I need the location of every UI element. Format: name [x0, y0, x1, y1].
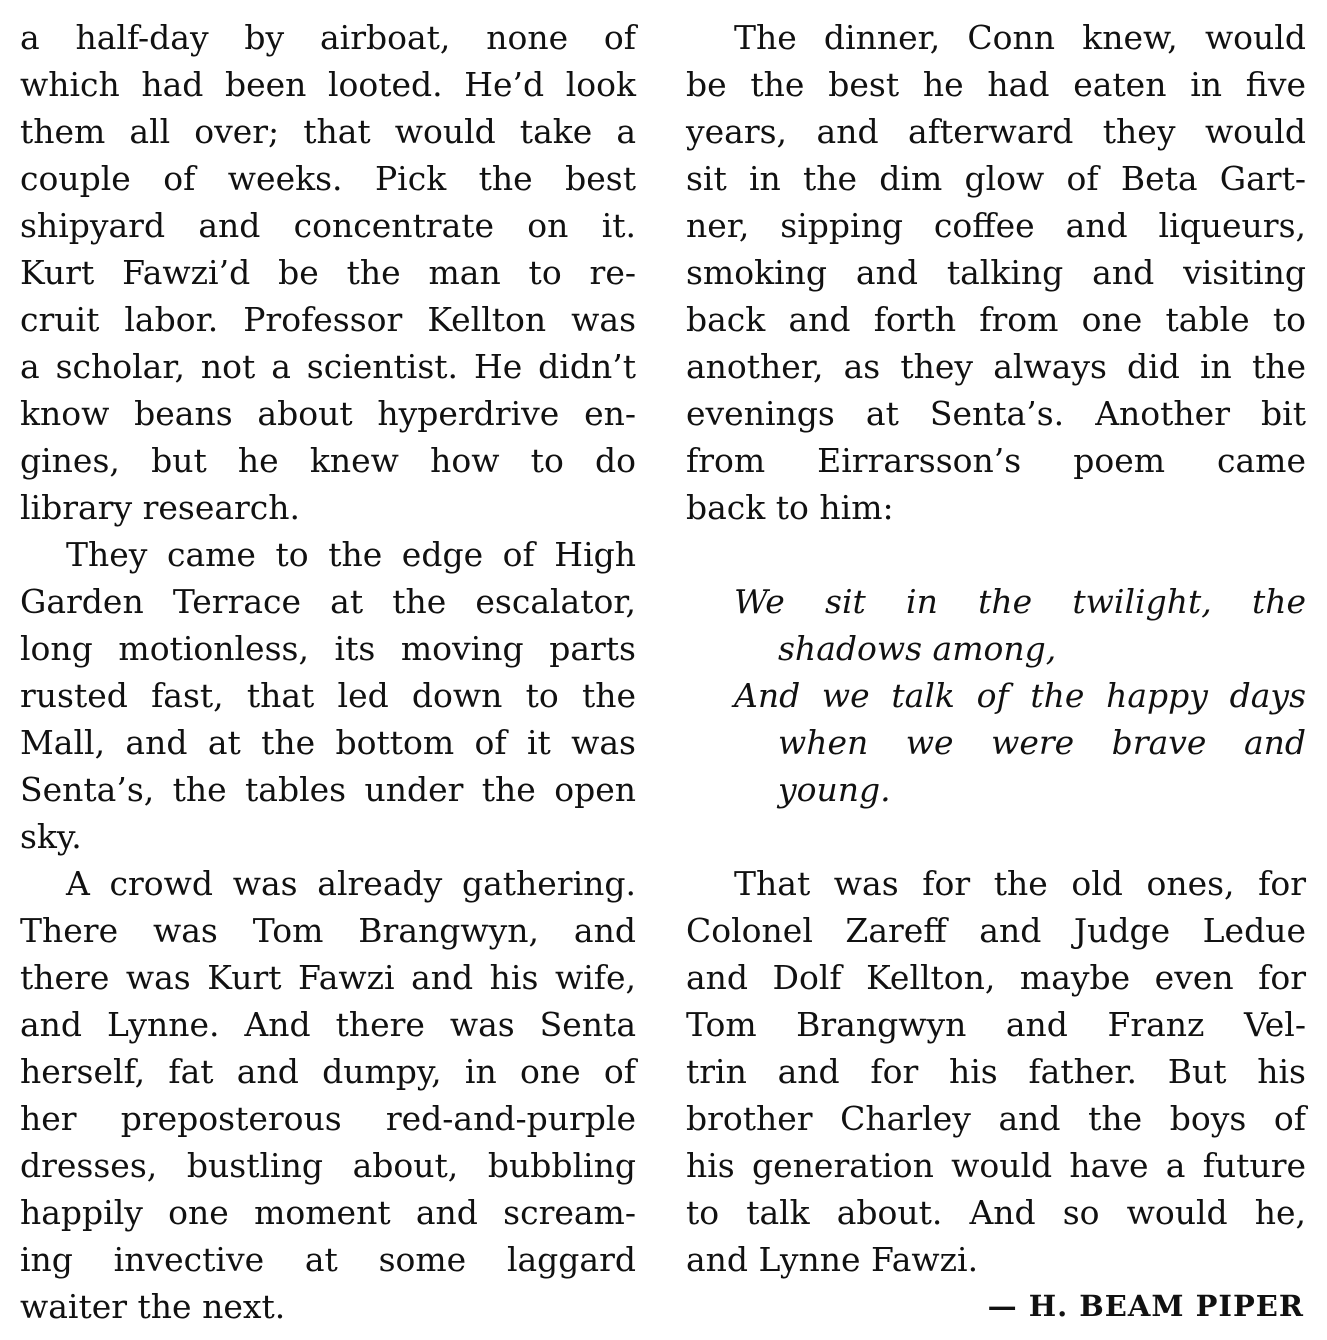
text-line: her preposterous red-and-purple: [20, 1099, 636, 1138]
text-line: a half-day by airboat, none of: [20, 18, 636, 57]
text-line: herself, fat and dumpy, in one of: [20, 1052, 636, 1091]
right-column: [686, 14, 1306, 1330]
text-line: them all over; that would take a: [20, 112, 636, 151]
blank-line: [686, 531, 1306, 578]
text-line: there was Kurt Fawzi and his wife,: [20, 958, 636, 997]
text-line: Mall, and at the bottom of it was: [20, 723, 636, 762]
text-line: library research.: [20, 488, 301, 527]
text-line: sit in the dim glow of Beta Gart-: [686, 159, 1306, 198]
paragraph-airboat: [20, 14, 636, 531]
text-line: happily one moment and scream-: [20, 1193, 636, 1232]
text-line: know beans about hyperdrive en-: [20, 394, 636, 433]
text-line: sky.: [20, 817, 82, 856]
text-line: and Dolf Kellton, maybe even for: [686, 958, 1306, 997]
text-line: his generation would have a future: [686, 1146, 1306, 1185]
text-line: long motionless, its moving parts: [20, 629, 636, 668]
text-line: evenings at Senta’s. Another bit: [686, 394, 1306, 433]
text-line: to talk about. And so would he,: [686, 1193, 1306, 1232]
paragraph-old-ones: [686, 860, 1306, 1283]
paragraph-crowd: [20, 860, 636, 1330]
text-line: ner, sipping coffee and liqueurs,: [686, 206, 1306, 245]
text-line: cruit labor. Professor Kellton was: [20, 300, 636, 339]
text-line: back to him:: [686, 488, 894, 527]
poem-line: shadows among,: [778, 629, 1057, 668]
text-line: rusted fast, that led down to the: [20, 676, 636, 715]
text-line: Garden Terrace at the escalator,: [20, 582, 636, 621]
text-line: smoking and talking and visiting: [686, 253, 1306, 292]
text-line: Senta’s, the tables under the open: [20, 770, 636, 809]
text-line: A crowd was already gathering.: [66, 864, 636, 903]
text-line: be the best he had eaten in five: [686, 65, 1306, 104]
text-line: and Lynne Fawzi.: [686, 1240, 979, 1279]
text-line: couple of weeks. Pick the best: [20, 159, 636, 198]
text-line: a scholar, not a scientist. He didn’t: [20, 347, 636, 386]
text-line: That was for the old ones, for: [734, 864, 1306, 903]
text-line: dresses, bustling about, bubbling: [20, 1146, 636, 1185]
text-line: back and forth from one table to: [686, 300, 1306, 339]
text-line: which had been looted. He’d look: [20, 65, 636, 104]
text-line: another, as they always did in the: [686, 347, 1306, 386]
text-line: from Eirrarsson’s poem came: [686, 441, 1306, 480]
left-column: [20, 14, 636, 1330]
text-line: and Lynne. And there was Senta: [20, 1005, 636, 1044]
poem-line: And we talk of the happy days: [734, 676, 1306, 715]
text-line: waiter the next.: [20, 1287, 286, 1326]
text-line: Kurt Fawzi’d be the man to re-: [20, 253, 636, 292]
poem-line: We sit in the twilight, the: [734, 582, 1306, 621]
text-line: ing invective at some laggard: [20, 1240, 636, 1279]
text-line: shipyard and concentrate on it.: [20, 206, 636, 245]
poem-quote: [686, 578, 1306, 813]
text-line: The dinner, Conn knew, would: [734, 18, 1306, 57]
text-line: There was Tom Brangwyn, and: [20, 911, 636, 950]
poem-line: when we were brave and: [778, 723, 1306, 762]
text-line: trin and for his father. But his: [686, 1052, 1306, 1091]
blank-line: [686, 813, 1306, 860]
text-line: Tom Brangwyn and Franz Vel-: [686, 1005, 1306, 1044]
text-line: gines, but he knew how to do: [20, 441, 636, 480]
text-line: years, and afterward they would: [686, 112, 1306, 151]
text-line: Colonel Zareff and Judge Ledue: [686, 911, 1306, 950]
paragraph-dinner: [686, 14, 1306, 531]
poem-line: young.: [778, 770, 891, 809]
paragraph-terrace: [20, 531, 636, 860]
author-signature: — H. BEAM PIPER: [987, 1289, 1304, 1323]
text-line: brother Charley and the boys of: [686, 1099, 1306, 1138]
text-line: They came to the edge of High: [66, 535, 636, 574]
